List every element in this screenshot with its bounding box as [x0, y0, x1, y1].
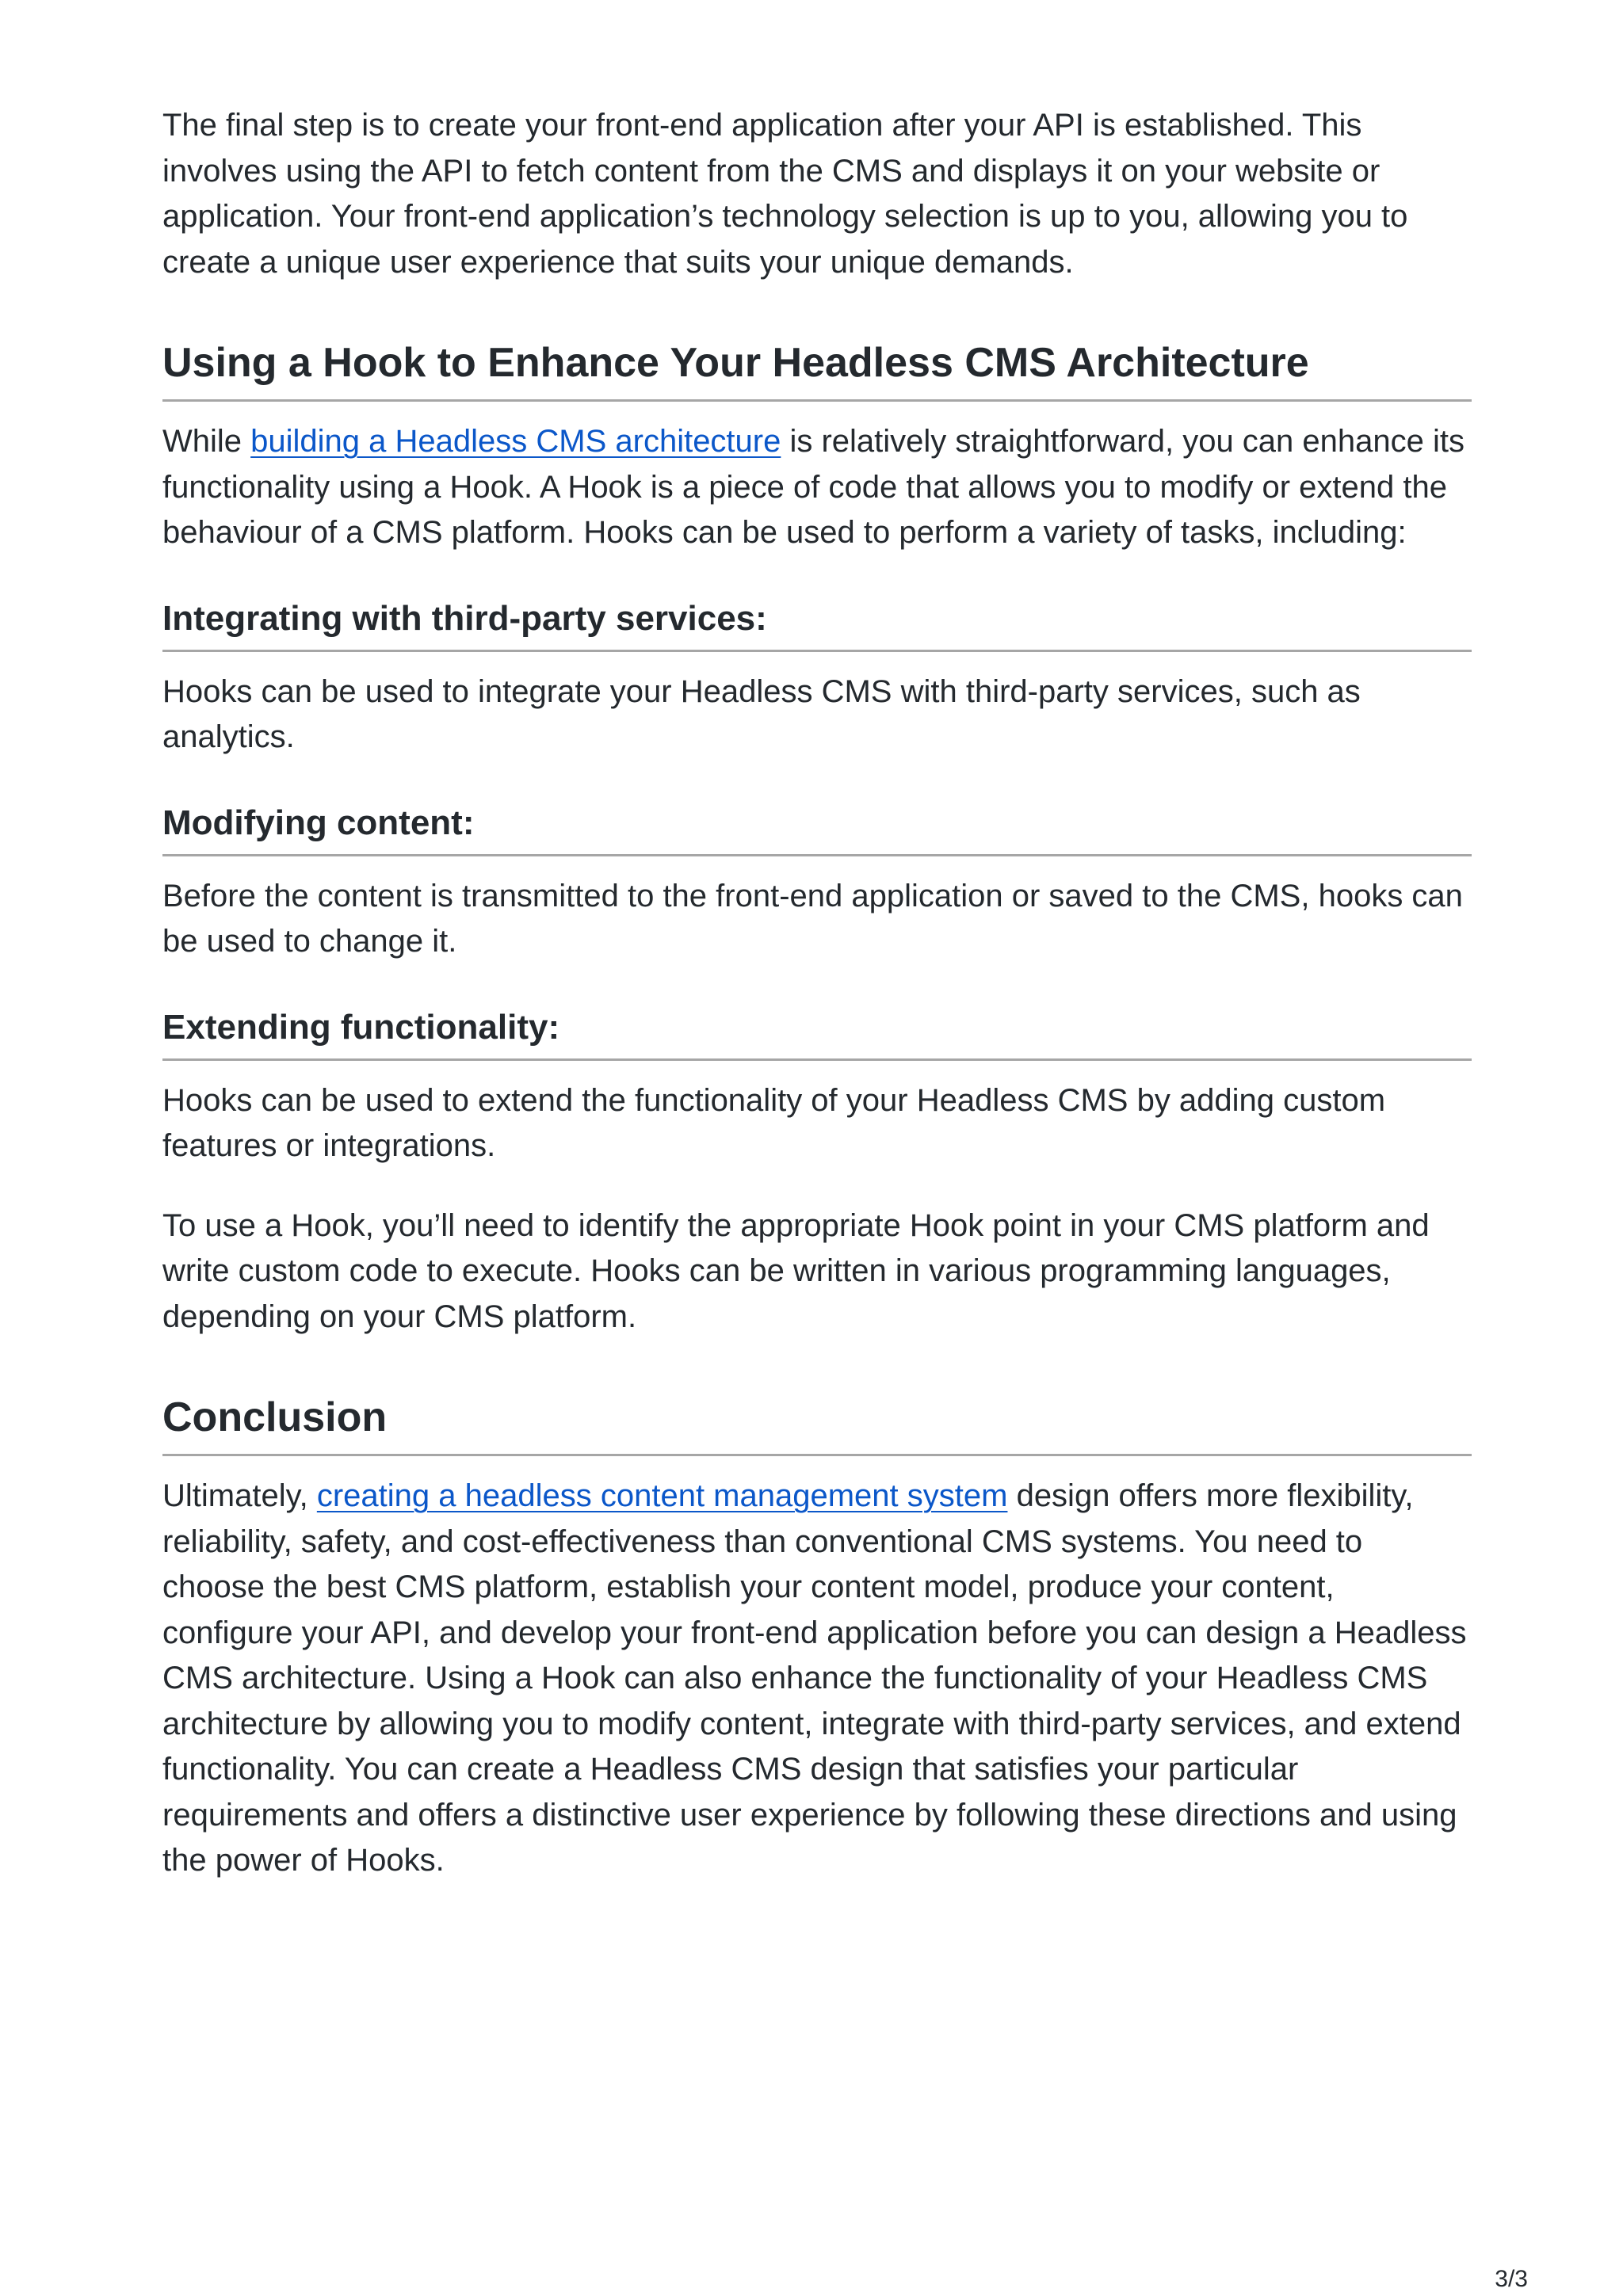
conclusion-paragraph — [162, 1474, 1472, 1884]
subsection-text-integrating: Hooks can be used to integrate your Headless CMS with third-party services, such as analytics. — [162, 673, 1361, 754]
conclusion-heading: Conclusion — [162, 1392, 1472, 1456]
subsection-text-modifying: Before the content is transmitted to the front-end application or saved to the CMS, hooks can be used to change it. — [162, 878, 1463, 959]
hook-section-heading: Using a Hook to Enhance Your Headless CMS Architecture — [162, 338, 1472, 402]
conclusion-para-suffix: design offers more flexibility, reliability, safety, and cost-effectiveness than conventional CMS systems. You need to choose the best CMS platform, establish your content model, produce your content, configure your API, and develop your front-end application before you can design a Headless CMS architecture. Using a Hook can also enhance the functionality of your Headless CMS architecture by allowing you to modify content, integrate with third-party services, and extend functionality. You can create a Headless CMS design that satisfies your particular requirements and offers a distinctive user experience by following these directions and using the power of Hooks. — [162, 1478, 1467, 1878]
subsection-text-extending: Hooks can be used to extend the functionality of your Headless CMS by adding custom features or integrations. — [162, 1082, 1386, 1163]
hook-para-suffix: is relatively straightforward, you can enhance its functionality using a Hook. A Hook is a piece of code that allows you to modify or extend the behaviour of a CMS platform. Hooks can be used to perform a variety of tasks, including: — [162, 424, 1465, 550]
article-body — [162, 103, 1472, 1884]
building-headless-cms-link[interactable]: building a Headless CMS architecture — [250, 424, 781, 459]
intro-paragraph: The final step is to create your front-end application after your API is established. This involves using the API to fetch content from the CMS and displays it on your website or application. Your front-end application’s technology selection is up to you, allowing you to create a unique user experience that suits your unique demands. — [162, 108, 1408, 280]
page-number: 3/3 — [1495, 2266, 1528, 2292]
creating-headless-cms-link[interactable]: creating a headless content management system — [316, 1478, 1008, 1513]
subsection-heading-modifying: Modifying content: — [162, 802, 1472, 856]
subsection-heading-integrating: Integrating with third-party services: — [162, 597, 1472, 652]
subsection-heading-extending: Extending functionality: — [162, 1006, 1472, 1061]
hook-para-prefix: While — [162, 424, 251, 459]
conclusion-para-prefix: Ultimately, — [162, 1478, 317, 1513]
hook-section-paragraph — [162, 419, 1472, 556]
usage-paragraph: To use a Hook, you’ll need to identify the appropriate Hook point in your CMS platform and write custom code to execute. Hooks can be written in various programming languages, depending on your CMS platform. — [162, 1207, 1430, 1334]
